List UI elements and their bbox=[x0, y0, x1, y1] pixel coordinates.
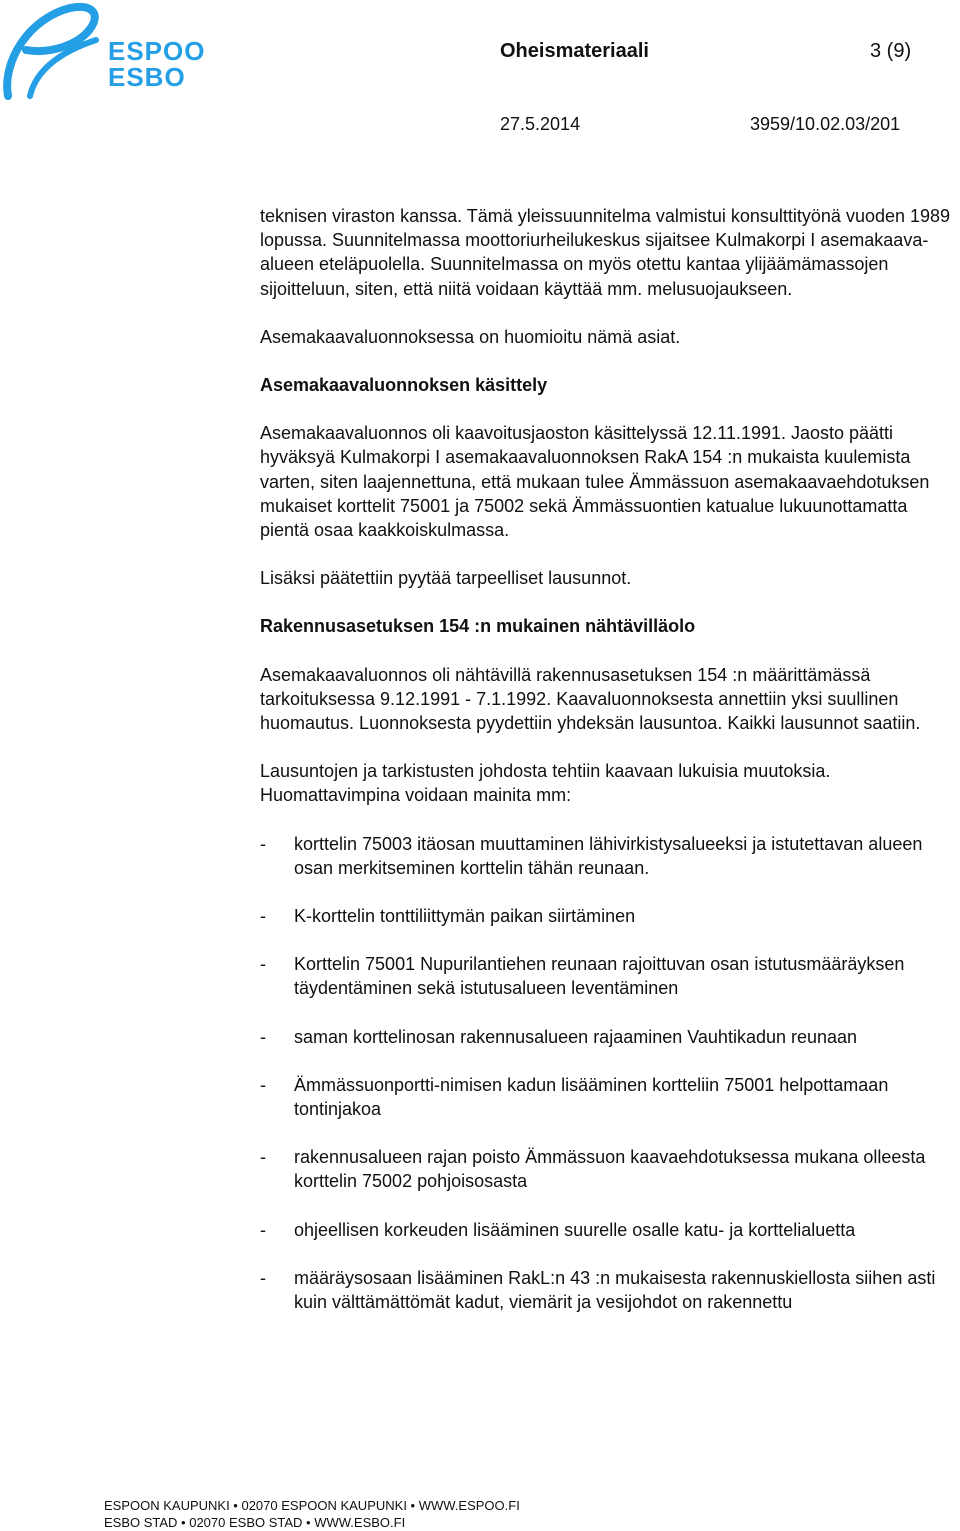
paragraph-changes: Lausuntojen ja tarkistusten johdosta tehtiin kaavaan lukuisia muutoksia. Huomattavimpina voidaan mainita mm: bbox=[260, 761, 831, 806]
list-dash: - bbox=[260, 833, 266, 854]
page-number: 3 (9) bbox=[870, 40, 912, 62]
list-item bbox=[260, 904, 960, 928]
list-dash: - bbox=[260, 1074, 266, 1095]
document-reference: 3959/10.02.03/201 bbox=[750, 114, 901, 134]
list-item-text: ohjeellisen korkeuden lisääminen suurelle osalle katu- ja korttelialuetta bbox=[294, 1219, 856, 1240]
list-item bbox=[260, 1218, 960, 1242]
paragraph-statements: Lisäksi päätettiin pyytää tarpeelliset lausunnot. bbox=[260, 568, 632, 589]
list-dash: - bbox=[260, 1026, 266, 1047]
document-body bbox=[260, 204, 960, 1338]
section-heading-processing: Asemakaavaluonnoksen käsittely bbox=[260, 375, 548, 396]
list-item bbox=[260, 952, 960, 1000]
paragraph-processing: Asemakaavaluonnos oli kaavoitusjaoston käsittelyssä 12.11.1991. Jaosto päätti hyväksyä Kulmakorpi I asemakaavaluonnoksen RakA 154 :n mukaista kuulemista varten, siten laajennettuna, että mukaan tulee Ämmässuon asemakaavaehdotuksen mukaiset korttelit 75001 ja 75002 sekä Ämmässuontien katualue lukuunottamatta pientä osaa kaakkoiskulmassa. bbox=[260, 423, 930, 541]
list-item-text: saman korttelinosan rakennusalueen rajaaminen Vauhtikadun reunaan bbox=[294, 1026, 858, 1047]
logo-line-2: ESBO bbox=[108, 62, 186, 92]
document-date: 27.5.2014 bbox=[500, 114, 581, 134]
page-footer bbox=[104, 1497, 520, 1531]
paragraph-display: Asemakaavaluonnos oli nähtävillä rakennusasetuksen 154 :n määrittämässä tarkoituksessa 9.12.1991 - 7.1.1992. Kaavaluonnoksesta annettiin yksi suullinen huomautus. Luonnoksesta pyydettiin yhdeksän lausuntoa. Kaikki lausunnot saatiin. bbox=[260, 664, 921, 734]
list-item bbox=[260, 1266, 960, 1314]
list-item-text: Ämmässuonportti-nimisen kadun lisääminen kortteliin 75001 helpottamaan tontinjakoa bbox=[294, 1074, 889, 1120]
list-item-text: määräysosaan lisääminen RakL:n 43 :n mukaisesta rakennuskiellosta siihen asti kuin välttämättömät kadut, viemärit ja vesijohdot on rakennettu bbox=[294, 1267, 936, 1313]
espoo-logo bbox=[0, 0, 206, 100]
list-dash: - bbox=[260, 954, 266, 975]
footer-line-sv: ESBO STAD • 02070 ESBO STAD • WWW.ESBO.FI bbox=[104, 1515, 406, 1530]
list-dash: - bbox=[260, 1219, 266, 1240]
list-item bbox=[260, 832, 960, 880]
list-item-text: K-korttelin tonttiliittymän paikan siirtäminen bbox=[294, 906, 636, 927]
paragraph-intro: teknisen viraston kanssa. Tämä yleissuunnitelma valmistui konsulttityönä vuoden 1989 lopussa. Suunnitelmassa moottoriurheilukeskus sijaitsee Kulmakorpi I asemakaava-alueen eteläpuolella. Suunnitelmassa on myös otettu kantaa ylijäämämassojen sijoitteluun, siten, että niitä voidaan käyttää mm. melusuojaukseen. bbox=[260, 206, 951, 299]
list-item bbox=[260, 1025, 960, 1049]
list-item bbox=[260, 1145, 960, 1193]
list-dash: - bbox=[260, 906, 266, 927]
list-item bbox=[260, 1073, 960, 1121]
section-heading-display: Rakennusasetuksen 154 :n mukainen nähtävilläolo bbox=[260, 616, 696, 637]
document-title: Oheismateriaali bbox=[500, 40, 649, 62]
footer-line-fi: ESPOON KAUPUNKI • 02070 ESPOON KAUPUNKI • WWW.ESPOO.FI bbox=[104, 1498, 520, 1513]
logo-line-1: ESPOO bbox=[108, 36, 206, 66]
list-dash: - bbox=[260, 1147, 266, 1168]
paragraph-note: Asemakaavaluonnoksessa on huomioitu nämä asiat. bbox=[260, 326, 681, 347]
list-item-text: korttelin 75003 itäosan muuttaminen lähivirkistysalueeksi ja istutettavan alueen osan merkitseminen korttelin tähän reunaan. bbox=[294, 833, 923, 878]
logo-wordmark bbox=[108, 38, 205, 90]
list-dash: - bbox=[260, 1267, 266, 1288]
list-item-text: rakennusalueen rajan poisto Ämmässuon kaavaehdotuksessa mukana olleesta korttelin 75002 pohjoisosasta bbox=[294, 1147, 926, 1192]
list-item-text: Korttelin 75001 Nupurilantiehen reunaan rajoittuvan osan istutusmääräyksen täydentäminen sekä istutusalueen leventäminen bbox=[294, 954, 905, 999]
